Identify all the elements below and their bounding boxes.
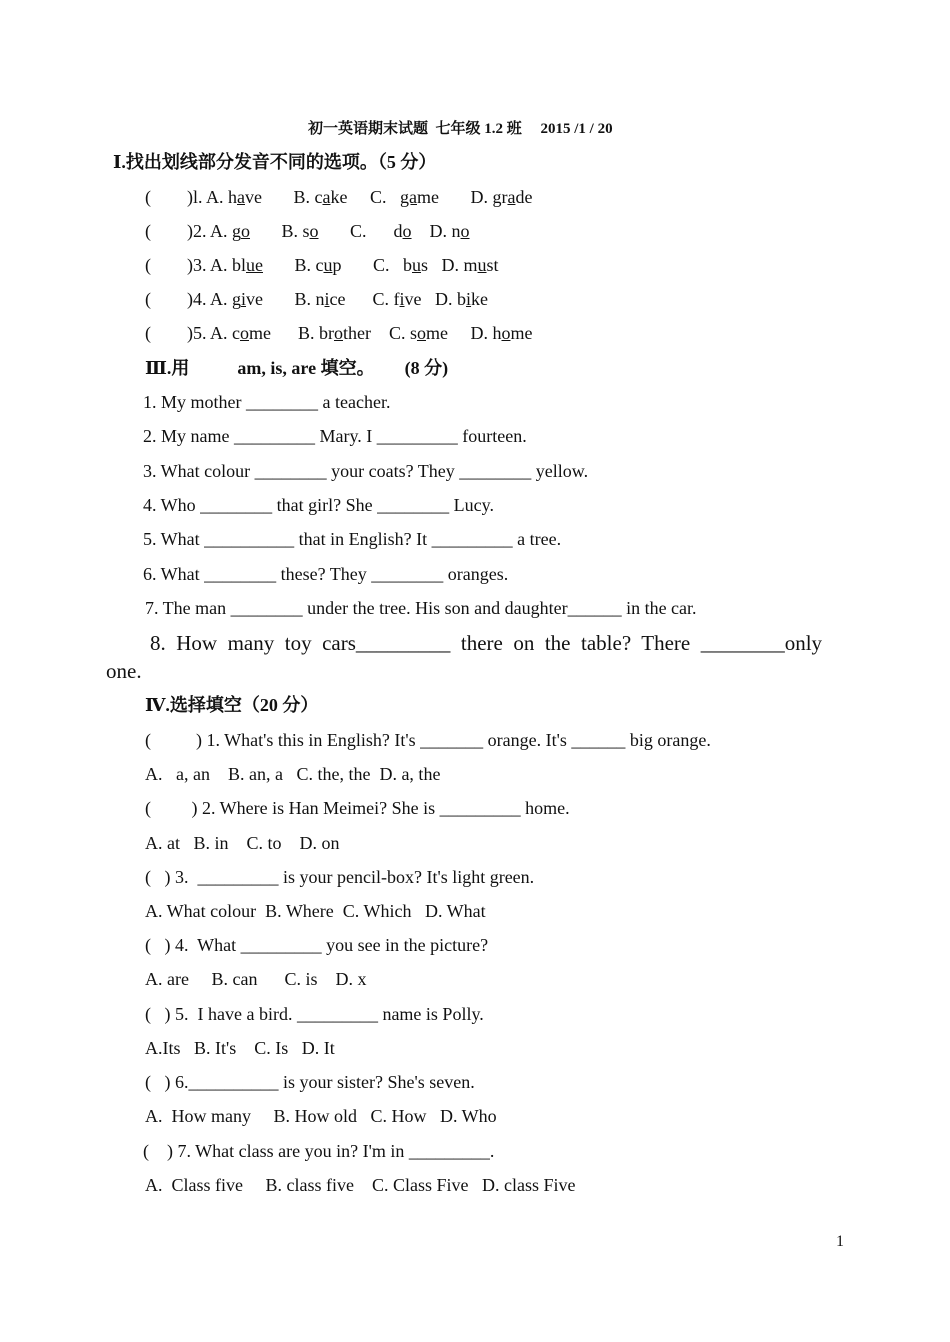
section-3-item: 4. Who ________ that girl? She ________ Lucy. xyxy=(143,495,494,515)
section-4-options: A. How many B. How old C. How D. Who xyxy=(145,1106,497,1126)
section-4-question: ( ) 2. Where is Han Meimei? She is _________ home. xyxy=(145,798,570,818)
section-3-item-8: 8. How many toy cars_________ there on the table? There ________only xyxy=(150,631,823,655)
section-4-question: ( ) 1. What's this in English? It's _______ orange. It's ______ big orange. xyxy=(145,730,711,750)
section-3-item-8-continuation: one. xyxy=(106,659,142,683)
page-title: 初一英语期末试题 七年级 1.2 班 2015 /1 / 20 xyxy=(308,121,613,137)
section-4-options: A. a, an B. an, a C. the, the D. a, the xyxy=(145,764,441,784)
section-3-item: 7. The man ________ under the tree. His son and daughter______ in the car. xyxy=(145,598,697,618)
section-1-item: ( )l. A. have B. cake C. game D. grade xyxy=(145,187,533,207)
section-4-options: A. are B. can C. is D. x xyxy=(145,969,367,989)
section-1-item: ( )2. A. go B. so C. do D. no xyxy=(145,221,470,241)
section-4-options: A. What colour B. Where C. Which D. What xyxy=(145,901,486,921)
section-4-options: A.Its B. It's C. Is D. It xyxy=(145,1038,335,1058)
section-4-heading: Ⅳ.选择填空（20 分） xyxy=(145,695,319,715)
section-3-item: 2. My name _________ Mary. I _________ fourteen. xyxy=(143,426,527,446)
section-4-question: ( ) 3. _________ is your pencil-box? It's light green. xyxy=(145,867,535,887)
section-4-options: A. at B. in C. to D. on xyxy=(145,833,340,853)
section-1-item: ( )4. A. give B. nice C. five D. bike xyxy=(145,289,489,309)
section-4-question: ( ) 7. What class are you in? I'm in _________. xyxy=(143,1141,495,1161)
section-4-question: ( ) 4. What _________ you see in the picture? xyxy=(145,935,489,955)
section-3-item: 3. What colour ________ your coats? They ________ yellow. xyxy=(143,461,589,481)
section-3-heading: Ⅲ.用 am, is, are 填空。 (8 分) xyxy=(145,358,449,378)
section-3-item: 5. What __________ that in English? It _________ a tree. xyxy=(143,529,562,549)
section-1-item: ( )3. A. blue B. cup C. bus D. must xyxy=(145,255,499,275)
section-3-item: 1. My mother ________ a teacher. xyxy=(143,392,391,412)
section-1-heading: Ⅰ.找出划线部分发音不同的选项。（5 分） xyxy=(113,152,437,172)
section-3-item: 6. What ________ these? They ________ oranges. xyxy=(143,564,509,584)
page-number: 1 xyxy=(836,1233,844,1250)
section-4-question: ( ) 6.__________ is your sister? She's seven. xyxy=(145,1072,475,1092)
section-1-item: ( )5. A. come B. brother C. some D. home xyxy=(145,323,533,343)
section-4-options: A. Class five B. class five C. Class Five D. class Five xyxy=(145,1175,576,1195)
section-4-question: ( ) 5. I have a bird. _________ name is Polly. xyxy=(145,1004,484,1024)
